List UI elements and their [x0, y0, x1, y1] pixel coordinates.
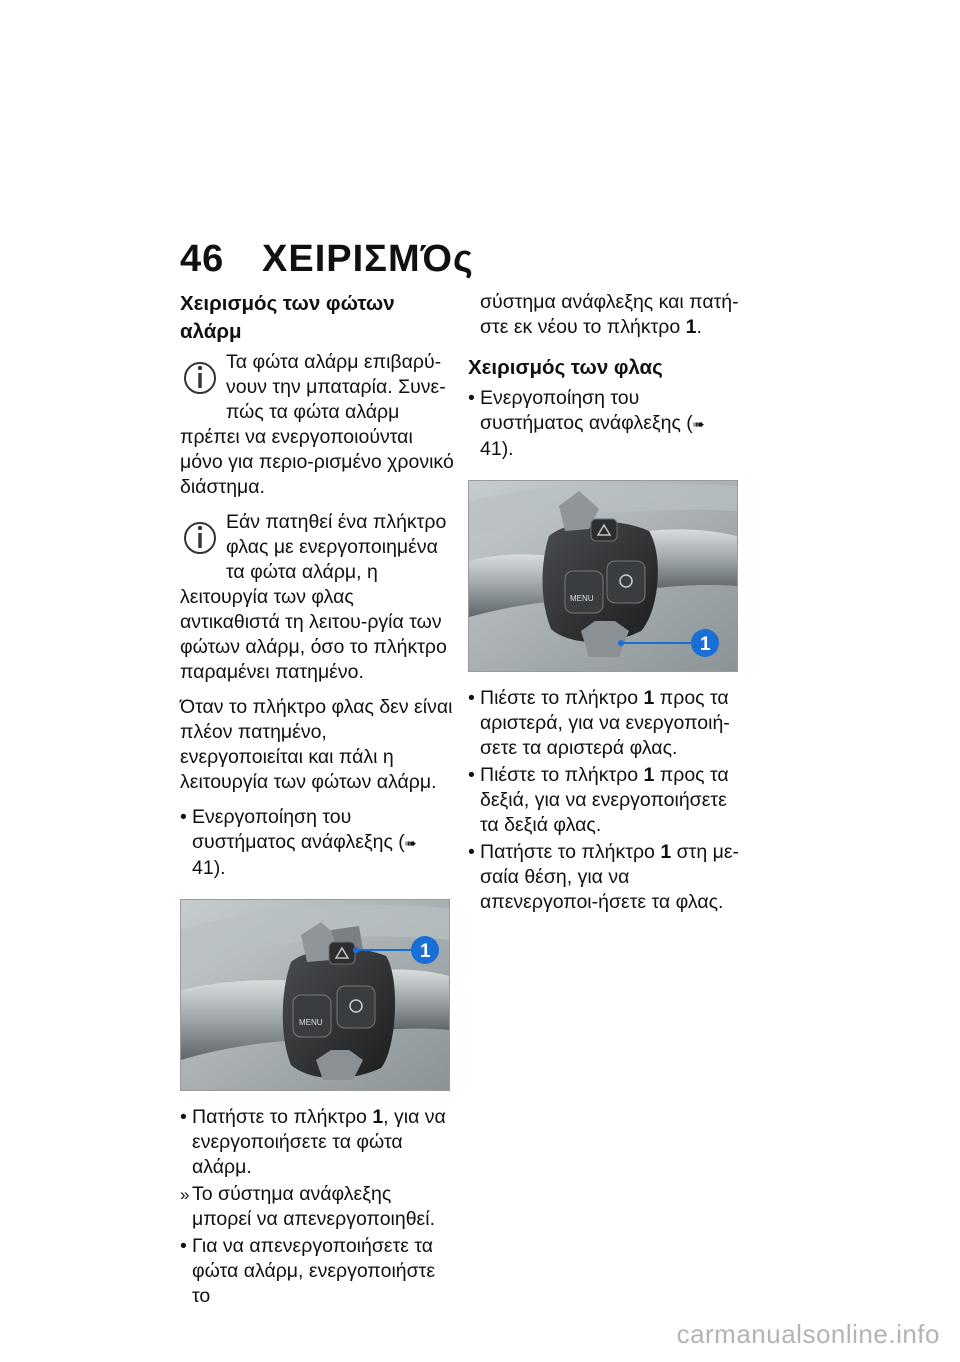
power-button	[337, 986, 375, 1028]
figure-hazard-switch	[180, 899, 450, 1091]
result-text: Το σύστημα ανάφλεξης μπορεί να απενεργοποιηθεί.	[192, 1183, 435, 1230]
list-item-ignition	[180, 805, 455, 881]
arrow-ref-icon: ➠	[404, 835, 417, 851]
chapter-title: ΧΕΙΡΙΣΜΌς	[262, 238, 474, 280]
page-reference[interactable]: 41).	[480, 438, 514, 460]
list-item-text: Πιέστε το πλήκτρο	[480, 687, 644, 709]
info-note-turn-signal-text: Εάν πατηθεί ένα πλήκτρο φλας με ενεργοποιημένα τα φώτα αλάρμ, η λειτουργία των φλας αντικαθιστά τη λειτου-ργία των φώτων αλάρμ, όσο το πλήκτρο παραμένει πατημένο.	[180, 511, 447, 683]
handlebar-switch-illustration	[181, 900, 449, 1090]
arrow-ref-icon: ➠	[692, 416, 705, 432]
right-column	[468, 290, 740, 917]
section-heading-hazard-lights: Χειρισμός των φώτων αλάρμ	[180, 292, 395, 343]
key-reference: 1	[685, 316, 697, 338]
result-item-ignition-off	[180, 1182, 455, 1232]
menu-button-label: MENU	[299, 1018, 323, 1027]
info-icon	[182, 514, 218, 562]
section-heading-turn-signals: Χειρισμός των φλας	[468, 356, 663, 379]
bullet-mark: •	[180, 1235, 187, 1257]
continuation-text: σύστημα ανάφλεξης και πατή-στε εκ νέου το πλήκτρο	[480, 291, 739, 338]
callout-label: 1	[700, 634, 711, 655]
hazard-button	[329, 942, 355, 964]
list-item-text: , για να ενεργοποιήσετε τα φώτα αλάρμ.	[192, 1106, 446, 1178]
list-item-text: προς τα δεξιά, για να ενεργοποιήσετε τα δεξιά φλας.	[480, 764, 729, 836]
list-item-text: Ενεργοποίηση του συστήματος ανάφλεξης (	[192, 806, 405, 853]
bullet-mark: •	[180, 1106, 187, 1128]
info-note-battery-text: Τα φώτα αλάρμ επιβαρύ-νουν την μπαταρία. Συνε-πώς τα φώτα αλάρμ πρέπει να ενεργοποιούνται μόνο για περιο-ρισμένο χρονικό διάστημα.	[180, 351, 454, 498]
list-item-press-hazard	[180, 1105, 455, 1180]
bullet-mark: •	[180, 806, 187, 828]
page-reference[interactable]: 41).	[192, 857, 226, 879]
result-mark: »	[180, 1185, 190, 1204]
paragraph-release: Όταν το πλήκτρο φλας δεν είναι πλέον πατημένο, ενεργοποιείται και πάλι η λειτουργία των φώτων αλάρμ.	[180, 696, 453, 793]
key-reference: 1	[372, 1106, 384, 1128]
list-item-text: Για να απενεργοποιήσετε τα φώτα αλάρμ, ενεργοποιήστε το	[192, 1235, 436, 1307]
menu-button	[293, 995, 331, 1037]
menu-button	[565, 571, 603, 613]
list-item-text: Ενεργοποίηση του συστήματος ανάφλεξης (	[480, 387, 693, 434]
list-item-signal-left	[468, 686, 740, 761]
bullet-mark: •	[468, 764, 475, 786]
info-icon	[182, 354, 218, 402]
list-item-text: Πατήστε το πλήκτρο	[192, 1106, 373, 1128]
list-item-text: Πιέστε το πλήκτρο	[480, 764, 644, 786]
list-item-text: Πατήστε το πλήκτρο	[480, 841, 661, 863]
info-note-battery	[180, 350, 455, 500]
bullet-mark: •	[468, 687, 475, 709]
list-item-deactivate-hazard	[180, 1234, 455, 1309]
key-reference: 1	[643, 687, 655, 709]
continuation-text: .	[696, 316, 702, 338]
info-note-turn-signal	[180, 510, 455, 685]
list-item-text: στη με-σαία θέση, για να απενεργοποι-ήσετε τα φλας.	[480, 841, 740, 913]
figure-turn-signal-switch	[468, 480, 738, 672]
list-item-signal-off	[468, 840, 740, 915]
menu-button-label: MENU	[570, 594, 594, 603]
watermark: carmanualsonline.info	[676, 1319, 940, 1349]
key-reference: 1	[643, 764, 655, 786]
bullet-mark: •	[468, 387, 475, 409]
bullet-mark: •	[468, 841, 475, 863]
handlebar-switch-illustration	[469, 481, 737, 671]
list-item-ignition	[468, 386, 740, 462]
key-reference: 1	[660, 841, 672, 863]
list-item-text: προς τα αριστερά, για να ενεργοποιή-σετε τα αριστερά φλας.	[480, 687, 730, 759]
hazard-button	[591, 519, 617, 541]
page-number: 46	[180, 238, 225, 280]
left-column	[180, 290, 455, 1311]
callout-label: 1	[420, 941, 431, 962]
power-button	[607, 561, 645, 603]
list-item-signal-right	[468, 763, 740, 838]
paragraph-continuation	[468, 290, 740, 340]
